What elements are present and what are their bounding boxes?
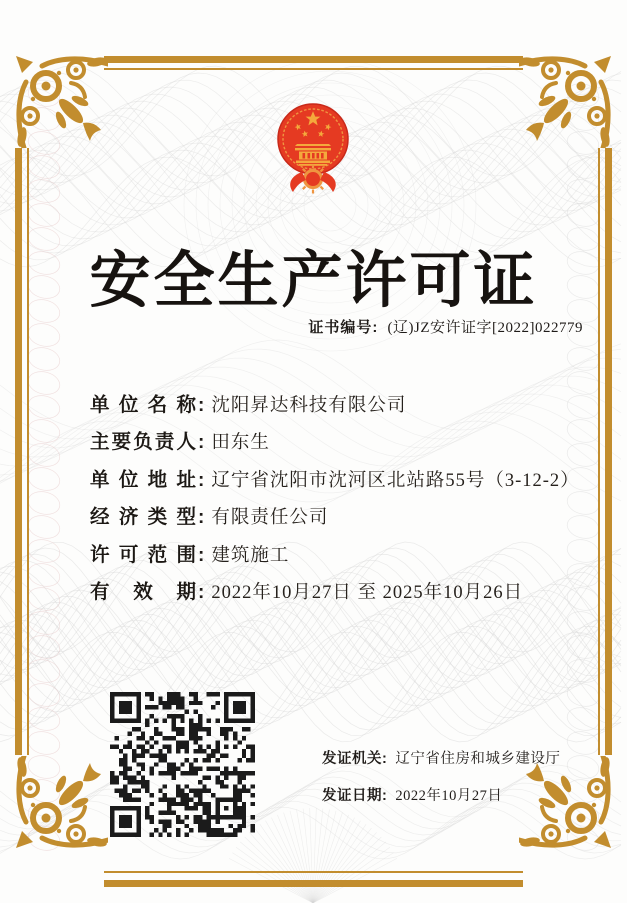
field-row-economic-type [90,501,328,529]
field-value: 沈阳昇达科技有限公司 [211,396,407,416]
field-colon: : [198,545,205,566]
field-row-address [90,464,580,492]
certificate-title: 安全生产许可证 [89,246,538,314]
issuer-label: 发证机关: [322,751,388,767]
qr-code [110,692,255,837]
field-label: 主 要 负 责 人 [90,431,196,453]
field-colon: : [198,432,205,453]
field-label: 单 位 名 称 [90,394,196,416]
field-value: 田东生 [211,433,270,453]
issue-date-row [322,784,502,805]
issuer-value: 辽宁省住房和城乡建设厅 [395,751,561,767]
field-row-company-name [90,389,406,417]
border-line-bottom-outer [104,880,523,887]
field-row-principal [90,426,270,454]
corner-ornament-icon [13,53,108,148]
field-value: 有限责任公司 [211,508,329,528]
certificate-number-label: 证书编号: [308,319,379,336]
issue-date-label: 发证日期: [322,788,388,804]
field-value: 辽宁省沈阳市沈河区北站路55号（3-12-2） [211,471,580,491]
field-colon: : [198,582,205,603]
field-label: 许 可 范 围 [90,544,196,566]
issue-date-value: 2022年10月27日 [395,788,503,804]
issuer-row [322,747,560,768]
field-value: 2022年10月27日 至 2025年10月26日 [211,583,524,603]
border-line-bottom-inner [104,871,523,873]
border-line-top-inner [104,68,523,70]
corner-ornament-icon [519,53,614,148]
border-line-top-outer [104,56,523,63]
field-label: 经 济 类 型 [90,506,196,528]
corner-ornament-icon [519,756,614,851]
field-colon: : [198,395,205,416]
field-colon: : [198,470,205,491]
field-colon: : [198,507,205,528]
field-row-license-scope [90,539,289,567]
corner-ornament-icon [13,756,108,851]
national-emblem-icon [273,102,353,198]
field-value: 建筑施工 [211,546,290,566]
field-row-validity [90,576,523,604]
field-label: 有 效 期 [90,581,196,603]
field-label: 单 位 地 址 [90,469,196,491]
certificate-number-value: (辽)JZ安许证字[2022]022779 [387,320,583,336]
certificate-number [308,316,583,337]
